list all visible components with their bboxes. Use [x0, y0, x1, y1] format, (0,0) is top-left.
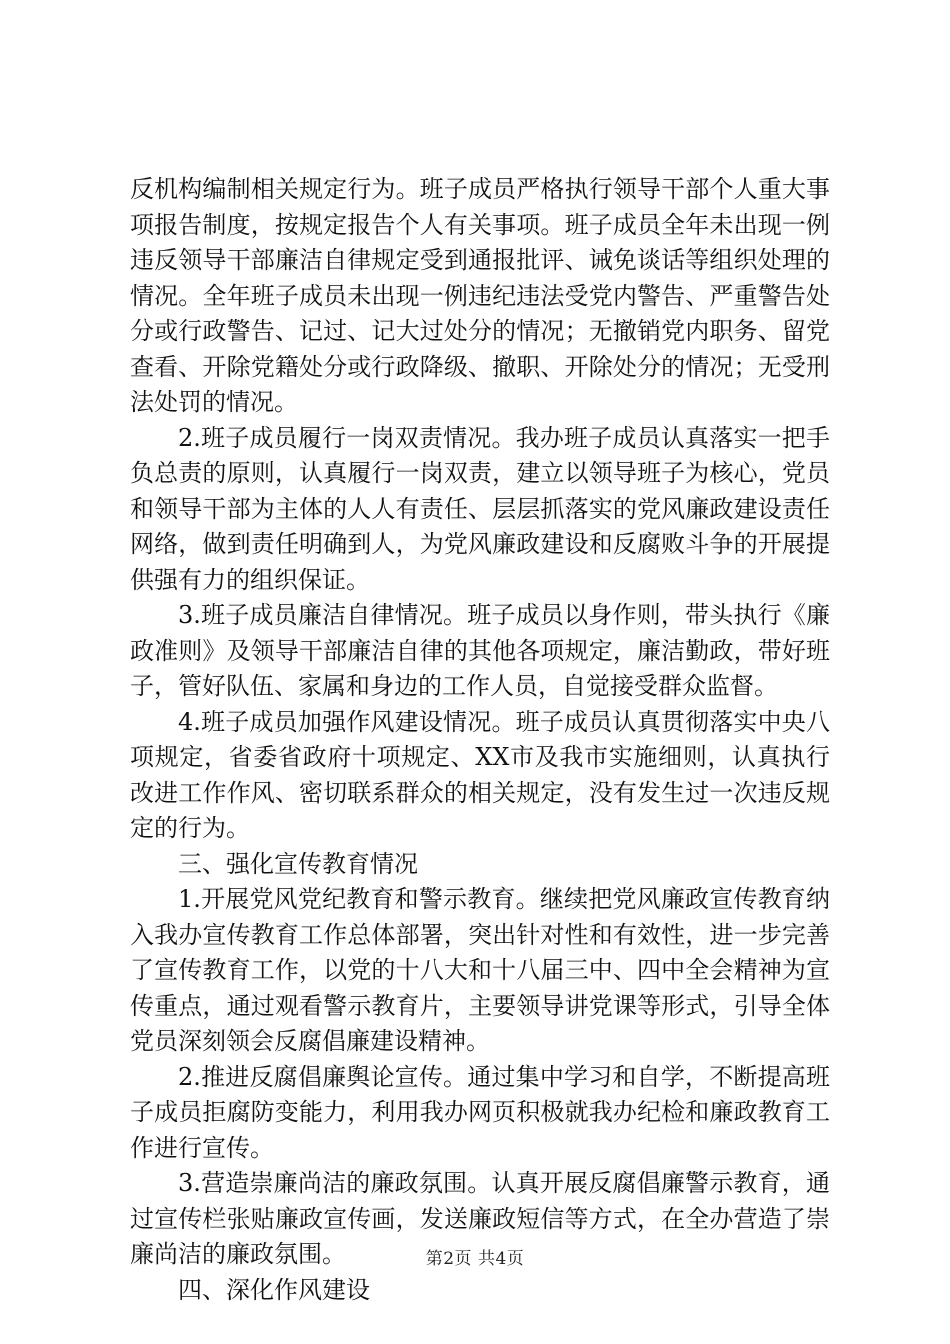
section-heading-4: 四、深化作风建设: [178, 1275, 370, 1304]
paragraph-education-1: 1.开展党风党纪教育和警示教育。继续把党风廉政宣传教育纳入我办宣传教育工作总体部署，突出针对性和有效性，进一步完善了宣传教育工作，以党的十八大和十八届三中、四中全会精神为宣传重点，通过观看警示教育片，主要领导讲党课等形式，引导全体党员深刻领会反腐倡廉建设精神。: [130, 885, 830, 1055]
page-number-footer: 第2页 共4页: [425, 1249, 525, 1269]
paragraph-item-3-integrity: 3.班子成员廉洁自律情况。班子成员以身作则，带头执行《廉政准则》及领导干部廉洁自律的其他各项规定，廉洁勤政，带好班子，管好队伍、家属和身边的工作人员，自觉接受群众监督。: [130, 601, 830, 700]
paragraph-education-3: 3.营造崇廉尚洁的廉政氛围。认真开展反腐倡廉警示教育，通过宣传栏张贴廉政宣传画，发送廉政短信等方式，在全办营造了崇廉尚洁的廉政氛围。: [130, 1169, 830, 1268]
paragraph-education-2: 2.推进反腐倡廉舆论宣传。通过集中学习和自学，不断提高班子成员拒腐防变能力，利用我办网页积极就我办纪检和廉政教育工作进行宣传。: [130, 1062, 830, 1162]
paragraph-item-2-duties: 2.班子成员履行一岗双责情况。我办班子成员认真落实一把手负总责的原则，认真履行一岗双责，建立以领导班子为核心，党员和领导干部为主体的人人有责任、层层抓落实的党风廉政建设责任网络，做到责任明确到人，为党风廉政建设和反腐败斗争的开展提供强有力的组织保证。: [130, 423, 830, 594]
paragraph-item-4-style: 4.班子成员加强作风建设情况。班子成员认真贯彻落实中央八项规定，省委省政府十项规定、XX市及我市实施细则，认真执行改进工作作风、密切联系群众的相关规定，没有发生过一次违反规定的行为。: [130, 707, 830, 842]
paragraph-continuation: 反机构编制相关规定行为。班子成员严格执行领导干部个人重大事项报告制度，按规定报告个人有关事项。班子成员全年未出现一例违反领导干部廉洁自律规定受到通报批评、诫免谈话等组织处理的情况。全年班子成员未出现一例违纪违法受党内警告、严重警告处分或行政警告、记过、记大过处分的情况；无撤销党内职务、留党查看、开除党籍处分或行政降级、撤职、开除处分的情况；无受刑法处罚的情况。: [130, 175, 830, 416]
section-heading-3: 三、强化宣传教育情况: [178, 849, 418, 878]
document-body: [130, 172, 830, 1308]
